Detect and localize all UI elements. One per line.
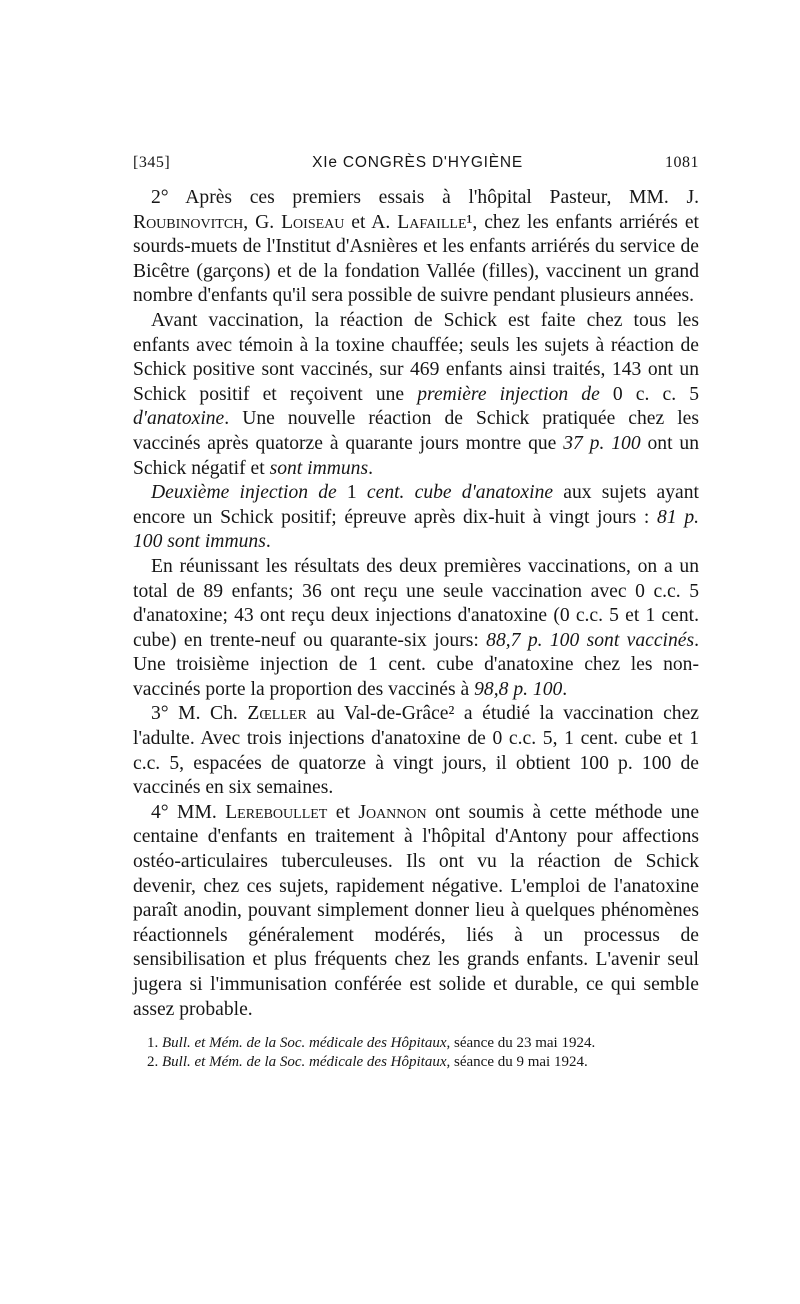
footnote-title: Bull. et Mém. de la Soc. médicale des Hôpitaux (162, 1054, 447, 1071)
footnote-ref: ² (448, 703, 455, 725)
footnote-text: , séance du 23 mai 1924. (446, 1035, 596, 1052)
emphasis: cent. cube d'anatoxine (366, 482, 554, 504)
footnote-title: Bull. et Mém. de la Soc. médicale des Hôpitaux (162, 1035, 447, 1052)
text-run: . Une nouvelle réaction de Schick pratiquée chez les vaccinés après quatorze à quarante jours montre que (133, 408, 699, 454)
emphasis: 37 p. 100 (563, 432, 641, 454)
text-run: En réunissant les résultats des deux premières vaccinations, on a un total de 89 enfants; 36 ont reçu une seule vaccination avec 0 c.c. 5 d'anatoxine; 43 ont reçu deux injections d'anatoxine (0 c.c. 5 et 1 cent. cube) en trente-neuf ou quarante-six jours: (133, 555, 699, 651)
text-run: 3° M. Ch. (151, 703, 248, 725)
emphasis: Deuxième injection de (151, 482, 337, 504)
author-name: Zœller (247, 703, 307, 725)
author-name: Lereboullet (225, 801, 328, 823)
paragraph-5 (133, 702, 699, 800)
paragraph-6 (133, 801, 699, 1022)
text-run: . (562, 678, 568, 700)
paragraph-3 (133, 481, 699, 555)
text-run: ont soumis à cette méthode une centaine d'enfants en traitement à l'hôpital d'Antony pour affections ostéo-articulaires tuberculeuses. Ils ont vu la réaction de Schick devenir, chez ces sujets, rapidement négative. L'emploi de l'anatoxine paraît anodin, pouvant simplement donner lieu à quelques phénomènes réactionnels généralement modérés, liés à un processus de sensibilisation et plus fréquents chez les grands enfants. L'avenir seul jugera si l'immunisation conférée est solide et durable, ce qui semble assez probable. (133, 801, 700, 1020)
author-name: Joannon (358, 801, 427, 823)
footnote-number: 1. (147, 1035, 162, 1052)
emphasis: 88,7 p. 100 sont vaccinés (486, 629, 695, 651)
text-run: . (265, 531, 271, 553)
paragraph-2 (133, 309, 699, 481)
text-run: ont un Schick négatif et (133, 432, 699, 479)
text-run: , G. (243, 211, 282, 233)
emphasis: sont immuns (269, 457, 369, 479)
emphasis: 98,8 p. 100 (474, 678, 563, 700)
text-run: 2° Après ces premiers essais à l'hôpital Pasteur, MM. J. (151, 187, 699, 208)
header-title: XIe CONGRÈS D'HYGIÈNE (312, 154, 524, 171)
running-header (133, 154, 699, 172)
text-run: 1 (336, 482, 367, 504)
body-text (133, 186, 699, 1022)
header-reference: [345] (133, 154, 171, 171)
text-run: . (368, 457, 374, 479)
text-run: , chez les enfants arriérés et sourds-muets de l'Institut d'Asnières et les enfants arriérés du service de Bicêtre (garçons) et de la fondation Vallée (filles), vaccinent un grand nombre d'enfants qu'il sera possible de suivre pendant plusieurs années. (133, 211, 699, 307)
footnote-number: 2. (147, 1054, 162, 1071)
text-run: 0 c. c. 5 (599, 383, 699, 405)
document-page (133, 154, 699, 1072)
author-name: Loiseau (281, 211, 345, 233)
page-number: 1081 (665, 154, 699, 171)
emphasis: d'anatoxine (133, 408, 225, 430)
paragraph-4 (133, 555, 699, 703)
paragraph-1 (133, 186, 699, 309)
text-run: aux sujets ayant encore un Schick positif; épreuve après dix-huit à vingt jours : (133, 482, 699, 528)
text-run: et A. (344, 211, 398, 233)
text-run: . Une troisième injection de 1 cent. cube d'anatoxine chez les non-vaccinés porte la proportion des vaccinés à (133, 629, 699, 700)
footnote-2 (133, 1053, 699, 1072)
text-run: au Val-de-Grâce (306, 703, 449, 725)
footnotes (133, 1034, 699, 1072)
footnote-ref: ¹ (466, 211, 473, 233)
emphasis: 81 p. 100 sont immuns (133, 506, 700, 553)
footnote-text: , séance du 9 mai 1924. (446, 1054, 588, 1071)
footnote-1 (133, 1034, 699, 1053)
text-run: Avant vaccination, la réaction de Schick est faite chez tous les enfants avec témoin à la toxine chauffée; seuls les sujets à réaction de Schick positive sont vaccinés, sur 469 enfants ainsi traités, 143 ont un Schick positif et reçoivent une (133, 309, 699, 405)
author-name: Roubinovitch (133, 211, 244, 233)
emphasis: première injection de (417, 383, 600, 405)
text-run: 4° MM. (151, 801, 226, 823)
text-run: a étudié la vaccination chez l'adulte. Avec trois injections d'anatoxine de 0 c.c. 5, 1 cent. cube et 1 c.c. 5, espacées de quatorze à vingt jours, il obtient 100 p. 100 de vaccinés en six semaines. (133, 703, 699, 799)
text-run: et (327, 801, 359, 823)
author-name: Lafaille (397, 211, 467, 233)
